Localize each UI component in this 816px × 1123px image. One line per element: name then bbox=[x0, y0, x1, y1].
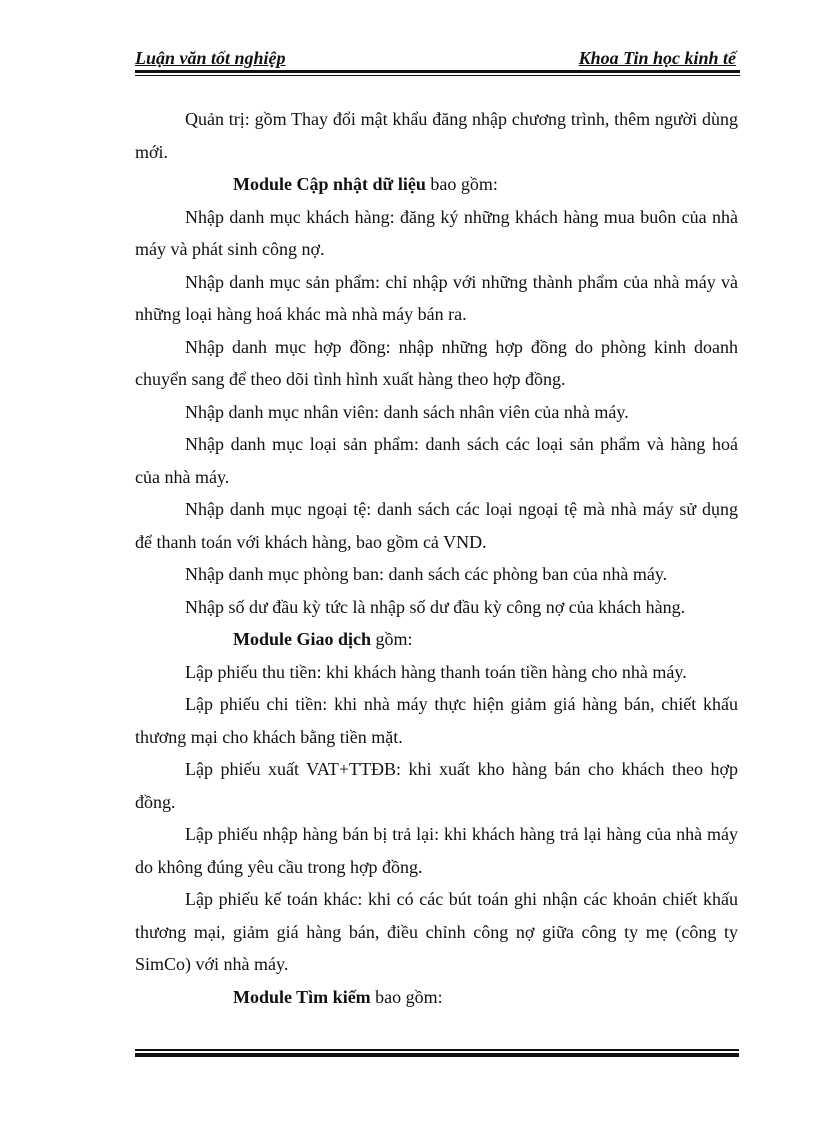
module-title: Module Cập nhật dữ liệu bbox=[233, 174, 426, 194]
module-heading-update bbox=[135, 168, 738, 201]
header-faculty: Khoa Tin học kinh tế bbox=[578, 48, 736, 68]
paragraph-payments: Lập phiếu chi tiền: khi nhà máy thực hiện giảm giá hàng bán, chiết khấu thương mại cho khách bằng tiền mặt. bbox=[135, 694, 738, 747]
paragraph-other-accounting: Lập phiếu kế toán khác: khi có các bút toán ghi nhận các khoản chiết khấu thương mại, giảm giá hàng bán, điều chỉnh công nợ giữa công ty mẹ (công ty SimCo) với nhà máy. bbox=[135, 889, 738, 974]
footer-rule bbox=[135, 1053, 739, 1057]
document-body bbox=[135, 103, 738, 1013]
paragraph-product-types: Nhập danh mục loại sản phẩm: danh sách các loại sản phẩm và hàng hoá của nhà máy. bbox=[135, 434, 738, 487]
paragraph-admin: Quản trị: gồm Thay đổi mật khẩu đăng nhập chương trình, thêm người dùng mới. bbox=[135, 109, 738, 162]
footer-rule-thin bbox=[135, 1049, 739, 1051]
paragraph-employees: Nhập danh mục nhân viên: danh sách nhân viên của nhà máy. bbox=[185, 401, 629, 422]
module-heading-search bbox=[135, 981, 738, 1014]
module-suffix: bao gồm: bbox=[425, 174, 498, 194]
paragraph-receipts: Lập phiếu thu tiền: khi khách hàng thanh toán tiền hàng cho nhà máy. bbox=[185, 661, 687, 682]
header-thesis-title: Luận văn tốt nghiệp bbox=[135, 48, 286, 68]
paragraph-vat-export: Lập phiếu xuất VAT+TTĐB: khi xuất kho hàng bán cho khách theo hợp đồng. bbox=[135, 759, 738, 812]
header-rule bbox=[135, 70, 740, 73]
paragraph-returns: Lập phiếu nhập hàng bán bị trả lại: khi khách hàng trả lại hàng của nhà máy do không đúng yêu cầu trong hợp đồng. bbox=[135, 824, 738, 877]
header-rule-thin bbox=[135, 75, 740, 76]
paragraph-contracts: Nhập danh mục hợp đồng: nhập những hợp đồng do phòng kinh doanh chuyển sang để theo dõi tình hình xuất hàng theo hợp đồng. bbox=[135, 336, 738, 389]
module-heading-transactions bbox=[135, 623, 738, 656]
paragraph-products: Nhập danh mục sản phẩm: chỉ nhập với những thành phẩm của nhà máy và những loại hàng hoá khác mà nhà máy bán ra. bbox=[135, 271, 738, 324]
paragraph-opening-balance: Nhập số dư đầu kỳ tức là nhập số dư đầu kỳ công nợ của khách hàng. bbox=[185, 596, 686, 617]
module-suffix: bao gồm: bbox=[370, 986, 443, 1007]
paragraph-departments: Nhập danh mục phòng ban: danh sách các phòng ban của nhà máy. bbox=[185, 564, 668, 584]
module-title: Module Giao dịch bbox=[233, 629, 372, 649]
module-suffix: gồm: bbox=[371, 629, 413, 649]
paragraph-customers: Nhập danh mục khách hàng: đăng ký những khách hàng mua buôn của nhà máy và phát sinh công nợ. bbox=[135, 206, 738, 259]
module-title: Module Tìm kiếm bbox=[233, 986, 371, 1007]
paragraph-currencies: Nhập danh mục ngoại tệ: danh sách các loại ngoại tệ mà nhà máy sử dụng để thanh toán với khách hàng, bao gồm cả VND. bbox=[135, 499, 738, 552]
